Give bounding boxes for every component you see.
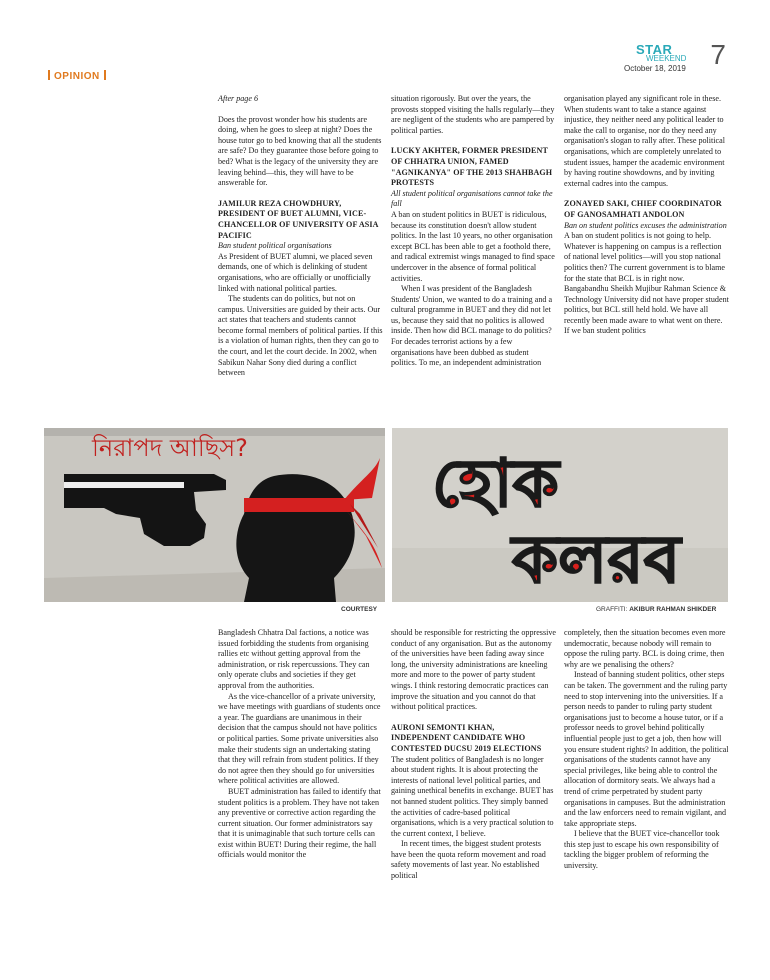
article-column-1 (218, 94, 383, 379)
speaker-subhead: Ban student political organisations (218, 241, 332, 251)
paragraph: should be responsible for restricting the oppressive conduct of any organisation. But as the autonomy of the universities have been fading away since long, the university administrations are kneeling more and more to the power of party student wings. I think restoring democratic practices can improve the situation and you cannot do that without political practices. (391, 628, 556, 712)
graffiti-photo-slogan (392, 428, 728, 602)
article-column-3 (564, 94, 729, 337)
paragraph: Instead of banning student politics, other steps can be taken. The government and the ruling party need to stop intervening into the universities. If a person needs to pander to ruling party student organisations just to become a house tutor, or if a professor needs to grovel behind politically influential people just to get a job, then how will you ensure student rights? In addition, the political organisations of the students cannot have any special privileges, like being able to control the allocation of dormitory seats. We always had a trend of crime perpetrated by student party organisations in campuses. But the administration and the law enforcers need to remain vigilant, and take appropriate steps. (564, 670, 729, 828)
graffiti-photo-hand (44, 428, 385, 602)
speaker-subhead: Ban on student politics excuses the administration (564, 220, 727, 230)
paragraph: A ban on student politics in BUET is ridiculous, because its constitution doesn't allow student politics. In the last 10 years, no other organisation except BCL has been able to get a foothold there, and radical extremist wings managed to find space undercover in the absence of formal political activities. (391, 209, 555, 283)
paragraph: When I was president of the Bangladesh Students' Union, we wanted to do a training and a cultural programme in BUET and they did not let us, because they said that no politics is allowed inside. Then how did BCL manage to do politics? For decades terrorist actions by a few organisations have been dubbed as student politics. To me, an independent administration (391, 284, 553, 368)
article-column-2 (391, 94, 556, 369)
speaker-heading: JAMILUR REZA CHOWDHURY, PRESIDENT OF BUET ALUMNI, VICE-CHANCELLOR OF UNIVERSITY OF ASIA PACIFIC (218, 198, 379, 240)
photo-credit-right (596, 606, 716, 613)
paragraph: I believe that the BUET vice-chancellor took this step just to escape his own responsibility of tackling the bigger problem of reforming the university. (564, 829, 720, 871)
section-bar-right (104, 70, 106, 80)
speaker-heading: AURONI SEMONTI KHAN, INDEPENDENT CANDIDATE WHO CONTESTED DUCSU 2019 ELECTIONS (391, 722, 542, 753)
paragraph: completely, then the situation becomes even more undemocratic, because nobody will remain to oppose the ruling party. BCL is doing crime, then why are we penalising the others? (564, 628, 726, 669)
paragraph: Bangladesh Chhatra Dal factions, a notice was issued forbidding the students from organising rallies etc without getting approval from the administration, or risk repercussions. They can only operate clubs and societies if they get approval from the authorities. (218, 628, 370, 690)
paragraph: Bangabandhu Sheikh Mujibur Rahman Science & Technology University did not have proper student politics, but BCL still held hold. We have all recently been made aware to what went on there. If we ban student politics (564, 284, 729, 336)
section-tag (44, 70, 110, 82)
speaker-subhead: All student political organisations cannot take the fall (391, 188, 553, 209)
issue-date: October 18, 2019 (624, 64, 686, 73)
paragraph: situation rigorously. But over the years, the provosts stopped visiting the halls regularly—they are negligent of the students who are pampered by political parties. (391, 94, 555, 135)
speaker-heading: LUCKY AKHTER, FORMER PRESIDENT OF CHHATRA UNION, FAMED "AGNIKANYA" OF THE 2013 SHAHBAGH PROTESTS (391, 146, 553, 188)
paragraph: BUET administration has failed to identify that student politics is a problem. They have not taken any preventive or corrective action regarding the current situation. Our former administrators say that it is unimaginable that such torture cells can exist within BUET! During their regime, the hall officials would monitor the (218, 786, 381, 860)
section-bar-left (48, 70, 50, 80)
speaker-subhead: After page 6 (218, 94, 259, 103)
paragraph: A ban on student politics is not going to help. Whatever is happening on campus is a reflection of national level politics—will you stop national politics then? The current government is to blame for the state that BCL is in right now. (564, 231, 726, 283)
paragraph: organisation played any significant role in these. When students want to take a stance against injustice, they neither need any political leader to make the call to organise, nor do they need any organisation's slogan to rally after. These political organisations, which are completely unrelated to student issues, hamper the academic environment by having routine showdowns, and by inviting external cadres into the campus. (564, 94, 725, 188)
brand-name: STAR (636, 42, 673, 57)
credit-label: GRAFFITI: (596, 606, 630, 613)
graffiti-word-1: হোক (432, 445, 559, 522)
paragraph: The students can do politics, but not on campus. Universities are guided by their acts. Our act states that teachers and students cannot become formal members of political parties. If this is a violation of human rights, then they can go to the court, and let the court decide. In 2002, when Sabikun Nahar Sony died during a conflict between (218, 294, 383, 378)
article-column-5 (391, 628, 556, 882)
article-column-4 (218, 628, 383, 861)
masthead (616, 40, 726, 76)
credit-name: AKIBUR RAHMAN SHIKDER (629, 606, 717, 613)
article-column-6 (564, 628, 729, 872)
slogan-graffiti-illustration (392, 428, 728, 602)
paragraph: Does the provost wonder how his students are doing, when he goes to sleep at night? Does the house tutor go to bed knowing that all the students are safe? Do they guarantee those before going to bed? What is the legacy of the university they are leaving behind—this, they will have to be answerable for. (218, 114, 382, 188)
brand-sub: WEEKEND (646, 54, 687, 63)
paragraph: The student politics of Bangladesh is no longer about student rights. It is about protecting the interests of national level political parties, and gaining unethical benefits in exchange. BUET has not banned student politics. They simply banned the activities of cadre-based political organisations, which is a very practical solution to the current context, I believe. (391, 754, 554, 838)
paragraph: As President of BUET alumni, we placed seven demands, one of which is delinking of student organisations, who are officially or unofficially linked with national political parties. (218, 251, 373, 293)
paragraph: As the vice-chancellor of a private university, we have meetings with guardians of students once a year. The guardians are unanimous in their decision that the campus should not have politics or political parties. Some private universities also make their students sign an undertaking stating that they will refrain from student politics. If they do not agree then they should go for universities where political activities are allowed. (218, 691, 381, 786)
graffiti-word-2: কলরব (512, 521, 681, 598)
graffiti-text-safe: নিরাপদ আছিস? (92, 434, 248, 462)
photo-credit-left: COURTESY (341, 606, 378, 613)
paragraph: In recent times, the biggest student protests have been the quota reform movement and road safety movements of last year. No established political (391, 839, 546, 881)
paragraph-gap (218, 105, 383, 115)
speaker-heading: ZONAYED SAKI, CHIEF COORDINATOR OF GANOSAMHATI ANDOLON (564, 199, 722, 219)
page-number: 7 (710, 39, 726, 70)
section-label: OPINION (54, 71, 100, 82)
hand-graffiti-illustration (44, 428, 385, 602)
